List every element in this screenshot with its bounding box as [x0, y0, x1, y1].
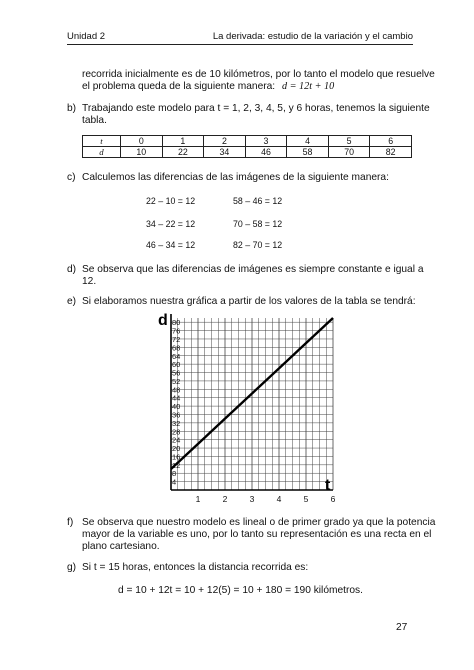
x-tick-label: 3	[249, 494, 255, 504]
header-chapter-title: La derivada: estudio de la variación y el cambio	[212, 31, 413, 42]
table-row-d	[83, 147, 412, 158]
x-tick-labels	[196, 494, 336, 504]
x-tick-label: 5	[303, 494, 309, 504]
table-cell: 34	[204, 147, 246, 158]
y-tick-label: 76	[172, 326, 181, 336]
table-header-t: t	[83, 136, 121, 147]
y-tick-label: 60	[172, 360, 181, 370]
item-f-line-2: mayor de la variable es uno, por lo tanto su representación es una recta en el	[82, 529, 432, 540]
y-tick-label: 52	[172, 376, 181, 386]
item-b-letter: b)	[67, 103, 77, 114]
table-cell: 22	[162, 147, 204, 158]
item-c-letter: c)	[67, 172, 76, 183]
table-cell: 1	[162, 136, 204, 147]
difference-2: 34 – 22 = 12	[146, 219, 196, 229]
y-tick-label: 16	[172, 452, 181, 462]
chart-grid	[171, 318, 333, 490]
x-tick-label: 4	[276, 494, 282, 504]
y-tick-label: 12	[172, 460, 181, 470]
y-tick-label: 68	[172, 343, 181, 353]
y-tick-label: 80	[172, 318, 181, 328]
values-table	[82, 135, 412, 158]
y-tick-label: 36	[172, 410, 181, 420]
y-tick-label: 48	[172, 385, 181, 395]
table-cell: 4	[287, 136, 329, 147]
distance-time-chart	[145, 310, 345, 510]
item-g-letter: g)	[67, 562, 77, 573]
page-number: 27	[396, 622, 408, 633]
difference-5: 70 – 58 = 12	[233, 219, 283, 229]
item-d-line-2: 12.	[82, 276, 97, 287]
model-formula: d = 12t + 10	[281, 81, 335, 92]
table-cell: 70	[328, 147, 370, 158]
x-tick-label: 2	[222, 494, 228, 504]
table-cell: 58	[287, 147, 329, 158]
y-tick-label: 28	[172, 427, 181, 437]
item-g-result: d = 10 + 12t = 10 + 12(5) = 10 + 180 = 190 kilómetros.	[118, 585, 363, 596]
item-f-letter: f)	[67, 517, 74, 528]
table-cell: 5	[328, 136, 370, 147]
item-g-text: Si t = 15 horas, entonces la distancia recorrida es:	[82, 562, 309, 573]
y-tick-label: 8	[172, 469, 177, 479]
y-tick-label: 32	[172, 418, 181, 428]
y-tick-label: 72	[172, 334, 181, 344]
table-cell: 3	[245, 136, 287, 147]
x-tick-label: 1	[195, 494, 201, 504]
intro-line-1: recorrida inicialmente es de 10 kilómetros, por lo tanto el modelo que resuelve	[82, 69, 435, 80]
y-tick-label: 20	[172, 444, 181, 454]
table-header-d: d	[83, 147, 121, 158]
table-row-t	[83, 136, 412, 147]
header-rule	[67, 44, 413, 45]
table-cell: 46	[245, 147, 287, 158]
difference-4: 58 – 46 = 12	[233, 196, 283, 206]
table-cell: 2	[204, 136, 246, 147]
y-tick-label: 56	[172, 368, 181, 378]
item-e-text: Si elaboramos nuestra gráfica a partir de los valores de la tabla se tendrá:	[82, 296, 416, 307]
difference-6: 82 – 70 = 12	[233, 240, 283, 250]
item-d-letter: d)	[67, 264, 77, 275]
x-tick-label: 6	[330, 494, 336, 504]
table-cell: 82	[370, 147, 412, 158]
table-cell: 0	[121, 136, 163, 147]
item-e-letter: e)	[67, 296, 77, 307]
item-d-line-1: Se observa que las diferencias de imágenes es siempre constante e igual a	[82, 264, 424, 275]
y-tick-label: 44	[172, 393, 181, 403]
item-b-line-2: tabla.	[82, 115, 107, 126]
difference-3: 46 – 34 = 12	[146, 240, 196, 250]
y-tick-label: 40	[172, 402, 181, 412]
item-b-line-1: Trabajando este modelo para t = 1, 2, 3, 4, 5, y 6 horas, tenemos la siguiente	[82, 103, 430, 114]
header-unit: Unidad 2	[67, 31, 106, 42]
table-cell: 6	[370, 136, 412, 147]
y-tick-label: 4	[172, 477, 177, 487]
y-tick-label: 24	[172, 435, 181, 445]
intro-line-2	[82, 81, 334, 94]
intro-text: el problema queda de la siguiente manera:	[82, 81, 276, 92]
x-axis-label: t	[325, 477, 331, 494]
y-axis-label: d	[158, 312, 168, 329]
y-tick-label: 64	[172, 351, 181, 361]
difference-1: 22 – 10 = 12	[146, 196, 196, 206]
table-cell: 10	[121, 147, 163, 158]
item-f-line-3: plano cartesiano.	[82, 541, 160, 552]
item-f-line-1: Se observa que nuestro modelo es lineal o de primer grado ya que la potencia	[82, 517, 436, 528]
item-c-text: Calculemos las diferencias de las imágenes de la siguiente manera:	[82, 172, 389, 183]
